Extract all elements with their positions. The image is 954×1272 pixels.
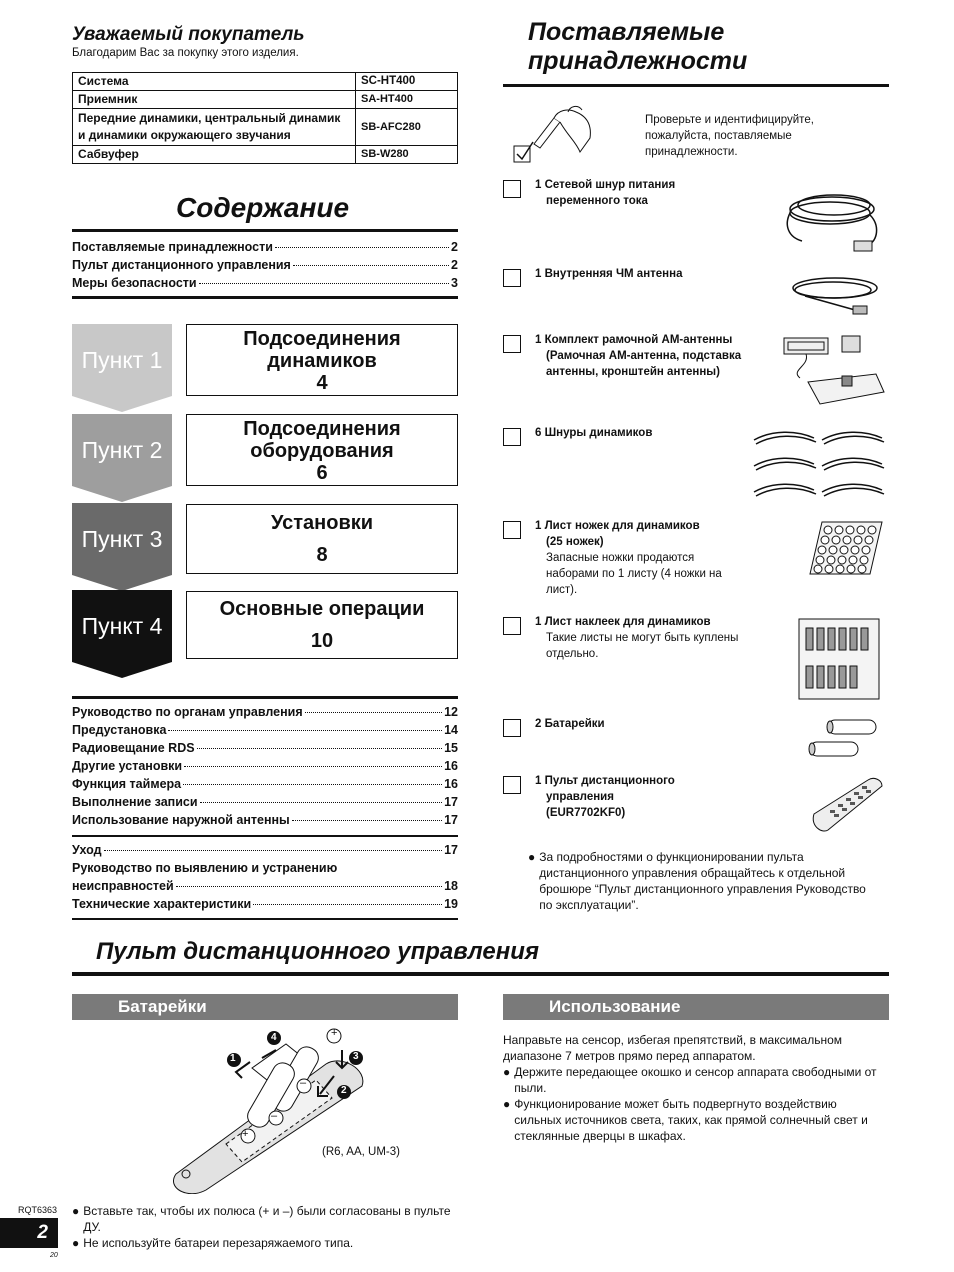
bullet-icon: ● <box>503 1065 511 1079</box>
divider <box>72 918 458 920</box>
accessory-name: Комплект рамочной АМ-антенны <box>544 334 733 346</box>
accessory-name: Внутренняя ЧМ антенна <box>544 268 683 280</box>
am-loop-antenna-image <box>780 330 890 410</box>
speaker-feet-sheet-image <box>808 520 884 576</box>
battery-note-text: Вставьте так, чтобы их полюса (+ и –) были согласованы в пульте ДУ. <box>83 1204 451 1234</box>
step-arrow <box>72 575 172 591</box>
toc-item[interactable] <box>72 258 458 276</box>
system-table <box>72 72 458 164</box>
checkbox[interactable] <box>503 180 521 198</box>
step-3-box[interactable] <box>186 504 458 574</box>
toc-top-list <box>72 240 458 294</box>
usage-note-text: Держите передающее окошко и сенсор аппарата свободными от пыли. <box>514 1065 877 1095</box>
batteries-image <box>806 716 882 762</box>
divider <box>72 835 458 837</box>
accessory-qty: 2 <box>535 718 542 730</box>
step-number-4: 4 <box>271 1032 277 1043</box>
list-item <box>72 1203 452 1235</box>
document-code: RQT6363 <box>18 1205 58 1215</box>
toc-label: Выполнение записи <box>72 795 198 809</box>
toc-label: Пульт дистанционного управления <box>72 258 291 272</box>
divider <box>72 696 458 699</box>
accessory-item <box>535 425 755 441</box>
accessory-qty: 6 <box>535 427 542 439</box>
leader-dots <box>104 850 443 851</box>
page-number-text: 2 <box>37 1222 48 1243</box>
step-title: Подсоединения <box>243 328 401 350</box>
leader-dots <box>305 712 442 713</box>
toc-page: 15 <box>444 741 458 755</box>
step-number-3: 3 <box>353 1051 359 1062</box>
accessories-title <box>528 18 747 76</box>
usage-header-label: Использование <box>549 997 681 1016</box>
step-3-badge[interactable]: Пункт 3 <box>72 503 172 575</box>
accessory-name: Сетевой шнур питания <box>544 179 676 191</box>
checkbox[interactable] <box>503 776 521 794</box>
toc-page: 12 <box>444 705 458 719</box>
table-cell: SB-W280 <box>356 146 458 164</box>
toc-page: 19 <box>444 897 458 911</box>
leader-dots <box>184 766 442 767</box>
remote-note <box>528 849 878 913</box>
step-title: Установки <box>270 512 374 534</box>
toc-item[interactable] <box>72 879 458 897</box>
leader-dots <box>200 802 443 803</box>
pen-check-illustration <box>506 102 601 170</box>
table-cell: SB-AFC280 <box>356 109 458 146</box>
accessory-qty: 1 <box>535 179 542 191</box>
accessory-name: Батарейки <box>544 718 605 730</box>
usage-intro: Направьте на сенсор, избегая препятствий, в максимальном диапазоне 7 метров прямо перед аппаратом. <box>503 1033 843 1063</box>
accessory-item <box>535 716 735 732</box>
toc-item[interactable] <box>72 705 458 723</box>
accessory-name-cont: (Рамочная АМ-антенна, подставка антенны, кронштейн антенны) <box>546 350 742 378</box>
toc-label: Руководство по выявлению и устранению <box>72 861 338 875</box>
step-1-badge[interactable]: Пункт 1 <box>72 324 172 396</box>
accessory-qty: 1 <box>535 616 542 628</box>
remote-section-title: Пульт дистанционного управления <box>96 938 540 965</box>
list-item <box>503 1096 883 1144</box>
toc-item[interactable] <box>72 240 458 258</box>
battery-notes <box>72 1203 452 1251</box>
table-cell: Система <box>73 73 356 91</box>
accessories-intro: Проверьте и идентифицируйте, пожалуйста, поставляемые принадлежности. <box>645 114 814 158</box>
step-2-box[interactable] <box>186 414 458 486</box>
toc-label: Другие установки <box>72 759 183 773</box>
leader-dots <box>293 265 449 266</box>
fm-antenna-image <box>785 270 885 320</box>
table-row <box>73 73 458 91</box>
step-number-2: 2 <box>341 1085 347 1096</box>
toc-label: неисправностей <box>72 879 174 893</box>
accessory-item <box>535 614 775 662</box>
checkbox[interactable] <box>503 269 521 287</box>
page-number <box>0 1218 58 1248</box>
step-4-badge[interactable]: Пункт 4 <box>72 590 172 662</box>
toc-item[interactable] <box>72 795 458 813</box>
accessory-name: Шнуры динамиков <box>544 427 653 439</box>
toc-label: Предустановка <box>72 723 167 737</box>
bullet-icon: ● <box>528 850 536 864</box>
dear-customer-title: Уважаемый покупатель <box>72 24 305 45</box>
toc-label: Использование наружной антенны <box>72 813 290 827</box>
table-cell: SA-HT400 <box>356 91 458 109</box>
toc-page: 2 <box>451 258 458 272</box>
toc-page: 2 <box>451 240 458 254</box>
toc-bottom-list <box>72 843 458 915</box>
toc-page: 3 <box>451 276 458 290</box>
toc-page: 17 <box>444 843 458 857</box>
step-title: оборудования <box>250 440 394 462</box>
accessory-item <box>535 518 735 598</box>
remote-note-text: За подробностями о функционировании пульта дистанционного управления обращайтесь к отдельной брошюре “Пульт дистанционного управления Руководство по эксплуатации”. <box>539 850 866 912</box>
accessory-qty: 1 <box>535 334 542 346</box>
leader-dots <box>176 886 442 887</box>
speaker-cables-image <box>752 428 886 506</box>
table-row <box>73 91 458 109</box>
checkbox[interactable] <box>503 335 521 353</box>
contents-title: Содержание <box>176 192 350 223</box>
toc-item[interactable] <box>72 813 458 831</box>
accessories-title-line: принадлежности <box>528 47 748 75</box>
leader-dots <box>292 820 442 821</box>
step-page: 8 <box>316 544 328 566</box>
divider <box>72 972 889 976</box>
toc-page: 14 <box>444 723 458 737</box>
accessory-qty: 1 <box>535 520 542 532</box>
usage-note-text: Функционирование может быть подвергнуто воздействию сильных источников света, таких, как прямой солнечный свет и стеклянные дверцы в шкафах. <box>514 1097 868 1143</box>
toc-page: 17 <box>444 813 458 827</box>
toc-item[interactable] <box>72 723 458 741</box>
accessory-name: Лист наклеек для динамиков <box>544 616 711 628</box>
accessory-name-cont: (25 ножек) <box>546 536 604 548</box>
accessory-name-cont: управления <box>546 791 614 803</box>
table-cell: SC-HT400 <box>356 73 458 91</box>
accessories-title-line: Поставляемые <box>528 18 725 46</box>
remote-control-image <box>808 774 886 834</box>
divider <box>503 84 889 87</box>
checkbox[interactable] <box>503 428 521 446</box>
leader-dots <box>253 904 442 905</box>
list-item <box>503 1064 883 1096</box>
leader-dots <box>197 748 443 749</box>
accessory-note: Запасные ножки продаются наборами по 1 листу (4 ножки на лист). <box>546 552 722 596</box>
step-page: 4 <box>316 372 328 394</box>
step-page: 10 <box>310 630 334 652</box>
batteries-header <box>72 994 458 1020</box>
accessory-name-cont: переменного тока <box>546 195 648 207</box>
toc-label: Руководство по органам управления <box>72 705 303 719</box>
toc-page: 16 <box>444 777 458 791</box>
battery-insertion-illustration <box>166 1024 371 1194</box>
accessory-model: (EUR7702KF0) <box>546 807 626 819</box>
plus-icon: + <box>331 1027 338 1039</box>
step-arrow <box>72 662 172 678</box>
accessory-name: Лист ножек для динамиков <box>544 520 700 532</box>
toc-item[interactable] <box>72 861 458 879</box>
leader-dots <box>199 283 449 284</box>
toc-item[interactable] <box>72 777 458 795</box>
checkbox[interactable] <box>503 521 521 539</box>
usage-header <box>503 994 889 1020</box>
checkbox[interactable] <box>503 719 521 737</box>
step-title: Подсоединения <box>243 418 401 440</box>
small-page-number: 20 <box>50 1252 58 1259</box>
toc-label: Радиовещание RDS <box>72 741 195 755</box>
power-cord-image <box>780 185 890 257</box>
battery-type: (R6, AA, UM-3) <box>322 1146 400 1158</box>
leader-dots <box>275 247 449 248</box>
table-cell: Сабвуфер <box>73 146 356 164</box>
step-number-1: 1 <box>230 1053 236 1064</box>
toc-middle-list <box>72 705 458 831</box>
checkbox[interactable] <box>503 617 521 635</box>
step-page: 6 <box>316 462 328 484</box>
step-arrow <box>72 486 172 502</box>
minus-icon: – <box>271 1110 278 1122</box>
divider <box>72 229 458 232</box>
table-cell: Передние динамики, центральный динамик и динамики окружающего звучания <box>73 109 356 146</box>
accessory-item <box>535 266 755 282</box>
toc-item[interactable] <box>72 843 458 861</box>
toc-label: Меры безопасности <box>72 276 197 290</box>
toc-item[interactable] <box>72 741 458 759</box>
bullet-icon: ● <box>72 1204 80 1218</box>
battery-note-text: Не используйте батареи перезаряжаемого типа. <box>83 1236 354 1250</box>
leader-dots <box>168 730 442 731</box>
accessory-qty: 1 <box>535 775 542 787</box>
toc-item[interactable] <box>72 276 458 294</box>
step-title: динамиков <box>267 350 377 372</box>
toc-page: 16 <box>444 759 458 773</box>
thanks-text: Благодарим Вас за покупку этого изделия. <box>72 47 299 59</box>
toc-label: Функция таймера <box>72 777 182 791</box>
step-arrow <box>72 396 172 412</box>
toc-label: Технические характеристики <box>72 897 252 911</box>
step-2-badge[interactable]: Пункт 2 <box>72 414 172 486</box>
toc-page: 18 <box>444 879 458 893</box>
list-item <box>72 1235 452 1251</box>
accessory-note: Такие листы не могут быть куплены отдельно. <box>546 632 739 660</box>
batteries-header-label: Батарейки <box>118 997 207 1016</box>
table-cell: Приемник <box>73 91 356 109</box>
minus-icon: – <box>300 1077 307 1089</box>
accessory-qty: 1 <box>535 268 542 280</box>
table-row <box>73 109 458 146</box>
accessory-item <box>535 332 771 380</box>
bullet-icon: ● <box>72 1236 80 1250</box>
toc-item[interactable] <box>72 897 458 915</box>
accessory-item <box>535 773 735 821</box>
toc-item[interactable] <box>72 759 458 777</box>
toc-label: Уход <box>72 843 102 857</box>
accessory-name: Пульт дистанционного <box>544 775 675 787</box>
usage-text <box>503 1032 883 1144</box>
toc-page: 17 <box>444 795 458 809</box>
step-4-box[interactable] <box>186 591 458 659</box>
step-1-box[interactable] <box>186 324 458 396</box>
divider <box>72 296 458 299</box>
toc-label: Поставляемые принадлежности <box>72 240 273 254</box>
bullet-icon: ● <box>503 1097 511 1111</box>
plus-icon: + <box>242 1128 249 1140</box>
step-title: Основные операции <box>219 598 425 620</box>
speaker-stickers-sheet-image <box>798 618 880 700</box>
table-row <box>73 146 458 164</box>
accessory-item <box>535 177 755 209</box>
leader-dots <box>183 784 442 785</box>
